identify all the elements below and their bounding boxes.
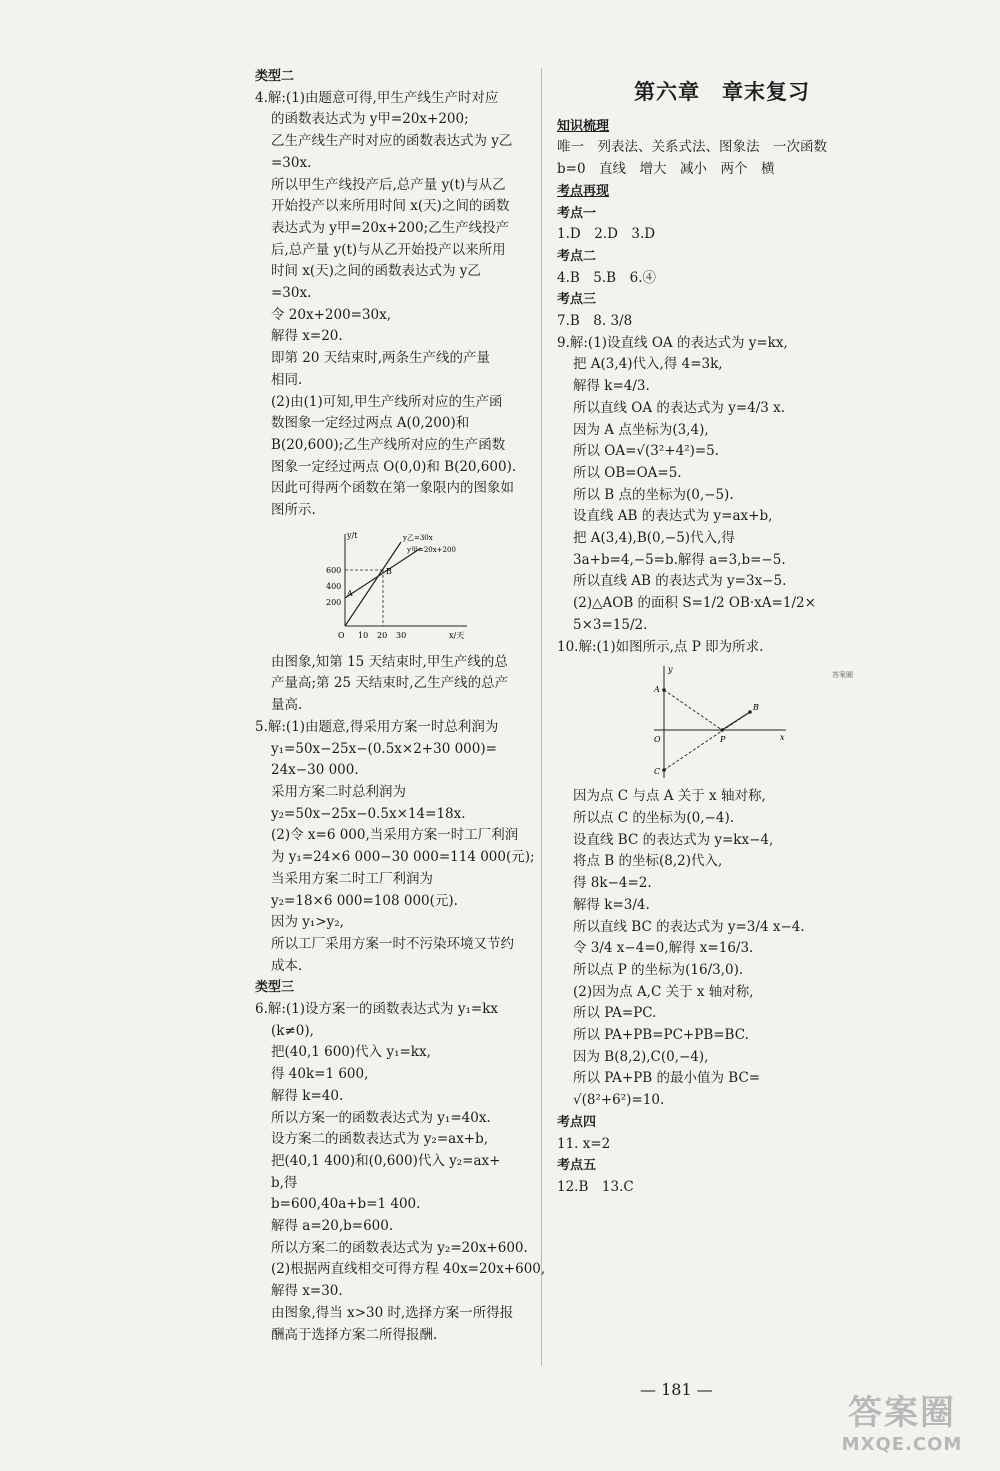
graph1-y-tick: 200 [326, 597, 342, 607]
text-line: √(8²+6²)=10. [573, 1092, 665, 1109]
left-text-block-2 [255, 652, 546, 1347]
text-line: 所以 B 点的坐标为(0,−5). [573, 486, 734, 503]
text-line: (2)根据两直线相交可得方程 40x=20x+600, [271, 1261, 546, 1278]
graph1-x-tick: 10 [358, 630, 369, 640]
text-line: 所以直线 BC 的表达式为 y=3/4 x−4. [573, 918, 805, 935]
text-line: 得 8k−4=2. [573, 875, 652, 892]
graph2-point-b: B [753, 703, 759, 713]
text-line: 12.B 13.C [557, 1178, 634, 1195]
text-line: B(20,600);乙生产线所对应的生产函数 [271, 436, 506, 453]
text-line: 表达式为 y甲=20x+200;乙生产线投产 [271, 219, 510, 236]
text-line: 考点再现 [557, 183, 610, 199]
text-line: 把(40,1 600)代入 y₁=kx, [271, 1044, 431, 1061]
text-line: 解得 k=4/3. [573, 378, 650, 395]
edge-watermark-note: 答案圈 [832, 671, 853, 679]
text-line: 10.解:(1)如图所示,点 P 即为所求. [557, 638, 764, 655]
page-number: — 181 — [640, 1380, 713, 1399]
graph2-x-label: x [780, 733, 785, 743]
text-line: 图所示. [271, 502, 316, 519]
text-line: 的函数表达式为 y甲=20x+200; [271, 111, 469, 128]
text-line: 考点五 [557, 1158, 597, 1174]
text-line: 把 A(3,4)代入,得 4=3k, [573, 356, 723, 373]
text-line: 时间 x(天)之间的函数表达式为 y乙 [271, 263, 481, 280]
graph2-point-c: C [654, 767, 661, 777]
text-line: =30x. [271, 154, 312, 171]
right-text-block-2 [557, 786, 847, 1198]
graph1-x-tick: 20 [377, 630, 388, 640]
graph1-label-yi: y乙=30x [403, 533, 433, 542]
text-line: 解得 x=30. [271, 1283, 343, 1300]
text-line: (2)令 x=6 000,当采用方案一时工厂利润 [271, 827, 519, 844]
text-line: (k≠0), [271, 1022, 314, 1039]
text-line: 得 40k=1 600, [271, 1066, 369, 1083]
text-line: 考点二 [557, 248, 597, 264]
text-line: 因为 B(8,2),C(0,−4), [573, 1048, 709, 1065]
text-line: 因为点 C 与点 A 关于 x 轴对称, [573, 788, 766, 805]
site-watermark [812, 1385, 992, 1455]
graph2-point-p: P [720, 735, 726, 745]
graph2-dot-a [662, 688, 666, 692]
text-line: 4.B 5.B 6.④ [557, 269, 656, 286]
text-line: 由图象,知第 15 天结束时,甲生产线的总 [271, 653, 508, 670]
text-line: 成本. [271, 957, 303, 974]
chapter-title: 第六章 章末复习 [634, 80, 810, 104]
text-line: 设方案二的函数表达式为 y₂=ax+b, [271, 1131, 489, 1148]
graph1-origin: O [338, 630, 345, 640]
graph2-point-a: A [654, 685, 660, 695]
text-line: 因此可得两个函数在第一象限内的图象如 [271, 480, 514, 497]
text-line: 所以 OA=√(3²+4²)=5. [573, 443, 720, 460]
graph2-dot-p [720, 728, 724, 732]
graph1-line-yi [345, 542, 401, 626]
text-line: 考点四 [557, 1114, 597, 1130]
text-line: y₂=18×6 000=108 000(元). [271, 892, 458, 909]
watermark-logo-text: 答案圈 [848, 1393, 956, 1433]
text-line: 所以 PA+PB=PC+PB=BC. [573, 1027, 749, 1044]
text-line: 解得 k=40. [271, 1087, 344, 1104]
graph2-dot-c [662, 768, 666, 772]
text-line: 知识梳理 [557, 118, 610, 134]
text-line: 所以 PA+PB 的最小值为 BC= [573, 1070, 761, 1087]
graph1-label-jia: y甲=20x+200 [407, 545, 456, 554]
text-line: 考点一 [557, 205, 597, 221]
text-line: b=600,40a+b=1 400. [271, 1196, 421, 1213]
text-line: 即第 20 天结束时,两条生产线的产量 [271, 350, 491, 367]
text-line: 解得 a=20,b=600. [271, 1218, 394, 1235]
graph2-origin: O [654, 735, 661, 745]
text-line: y₁=50x−25x−(0.5x×2+30 000)= [271, 740, 497, 757]
text-line: 因为 A 点坐标为(3,4), [573, 421, 709, 438]
text-line: 把(40,1 400)和(0,600)代入 y₂=ax+ [271, 1152, 501, 1169]
text-line: 图象一定经过两点 O(0,0)和 B(20,600). [271, 458, 517, 475]
right-column [557, 66, 847, 1199]
text-line: 7.B 8. 3/8 [557, 313, 633, 330]
graph1-point-b: B [386, 566, 392, 576]
text-line: 当采用方案二时工厂利润为 [271, 870, 433, 887]
text-line: b=0 直线 增大 减小 两个 横 [557, 161, 775, 178]
text-line: 3a+b=4,−5=b.解得 a=3,b=−5. [573, 551, 786, 568]
production-graph [325, 526, 475, 648]
text-line: 乙生产线生产时对应的函数表达式为 y乙 [271, 133, 513, 150]
text-line: 考点三 [557, 292, 597, 308]
text-line: 开始投产以来所用时间 x(天)之间的函数 [271, 198, 510, 215]
left-column [255, 66, 546, 1346]
text-line: 类型二 [255, 69, 295, 84]
text-line: 数图象一定经过两点 A(0,200)和 [271, 415, 470, 432]
text-line: 类型三 [255, 980, 295, 996]
column-divider [541, 68, 542, 1366]
text-line: 产量高;第 25 天结束时,乙生产线的总产 [271, 675, 509, 692]
text-line: 令 20x+200=30x, [271, 306, 392, 323]
text-line: 由图象,得当 x>30 时,选择方案一所得报 [271, 1304, 514, 1321]
graph2-segment-pb [722, 712, 750, 730]
text-line: 设直线 AB 的表达式为 y=ax+b, [573, 508, 773, 525]
graph1-x-label: x/天 [449, 630, 465, 640]
graph1-y-tick: 600 [326, 565, 342, 575]
text-line: 5×3=15/2. [573, 616, 648, 633]
text-line: (2)因为点 A,C 关于 x 轴对称, [573, 983, 754, 1000]
graph1-x-tick: 30 [396, 630, 407, 640]
text-line: 所以点 P 的坐标为(16/3,0). [573, 961, 744, 978]
text-line: b,得 [271, 1174, 298, 1191]
text-line: 所以工厂采用方案一时不污染环境又节约 [271, 935, 514, 952]
text-line: 解得 k=3/4. [573, 896, 650, 913]
text-line: 因为 y₁>y₂, [271, 914, 344, 931]
text-line: (2)△AOB 的面积 S=1/2 OB·xA=1/2× [573, 595, 816, 612]
text-line: 相同. [271, 371, 303, 388]
text-line: 4.解:(1)由题意可得,甲生产线生产时对应 [255, 89, 499, 106]
reflection-graph [642, 662, 792, 782]
text-line: y₂=50x−25x−0.5x×14=18x. [271, 805, 466, 822]
text-line: 所以方案二的函数表达式为 y₂=20x+600. [271, 1239, 528, 1256]
text-line: 所以甲生产线投产后,总产量 y(t)与从乙 [271, 176, 506, 193]
right-text-block-1 [557, 116, 847, 659]
text-line: 所以点 C 的坐标为(0,−4). [573, 809, 735, 826]
graph1-y-tick: 400 [326, 581, 342, 591]
text-line: 所以直线 AB 的表达式为 y=3x−5. [573, 573, 787, 590]
graph1-y-label: y/t [347, 530, 358, 540]
text-line: 1.D 2.D 3.D [557, 226, 656, 243]
text-line: 后,总产量 y(t)与从乙开始投产以来所用 [271, 241, 506, 258]
text-line: 将点 B 的坐标(8,2)代入, [573, 853, 723, 870]
text-line: 采用方案二时总利润为 [271, 783, 406, 800]
graph1-point-a: A [347, 588, 353, 598]
text-line: 量高. [271, 697, 303, 714]
graph2-segment-ap [664, 690, 722, 730]
text-line: 24x−30 000. [271, 762, 359, 779]
graph2-y-label: y [668, 665, 673, 675]
text-line: =30x. [271, 285, 312, 302]
text-line: 9.解:(1)设直线 OA 的表达式为 y=kx, [557, 334, 788, 351]
text-line: 把 A(3,4),B(0,−5)代入,得 [573, 530, 735, 547]
text-line: 5.解:(1)由题意,得采用方案一时总利润为 [255, 718, 499, 735]
text-line: 令 3/4 x−4=0,解得 x=16/3. [573, 940, 754, 957]
text-line: 唯一 列表法、关系式法、图象法 一次函数 [557, 139, 827, 156]
text-line: 解得 x=20. [271, 328, 343, 345]
text-line: 11. x=2 [557, 1135, 611, 1152]
text-line: 所以直线 OA 的表达式为 y=4/3 x. [573, 399, 786, 416]
text-line: 所以方案一的函数表达式为 y₁=40x. [271, 1109, 491, 1126]
left-text-block-1 [255, 66, 533, 522]
text-line: (2)由(1)可知,甲生产线所对应的生产函 [271, 393, 503, 410]
text-line: 所以 OB=OA=5. [573, 464, 682, 481]
text-line: 酬高于选择方案二所得报酬. [271, 1326, 438, 1343]
text-line: 设直线 BC 的表达式为 y=kx−4, [573, 831, 774, 848]
text-line: 6.解:(1)设方案一的函数表达式为 y₁=kx [255, 1001, 498, 1018]
watermark-url: MXQE.COM [841, 1434, 963, 1455]
graph2-dot-b [748, 710, 752, 714]
text-line: 为 y₁=24×6 000−30 000=114 000(元); [271, 849, 535, 866]
text-line: 所以 PA=PC. [573, 1005, 657, 1022]
